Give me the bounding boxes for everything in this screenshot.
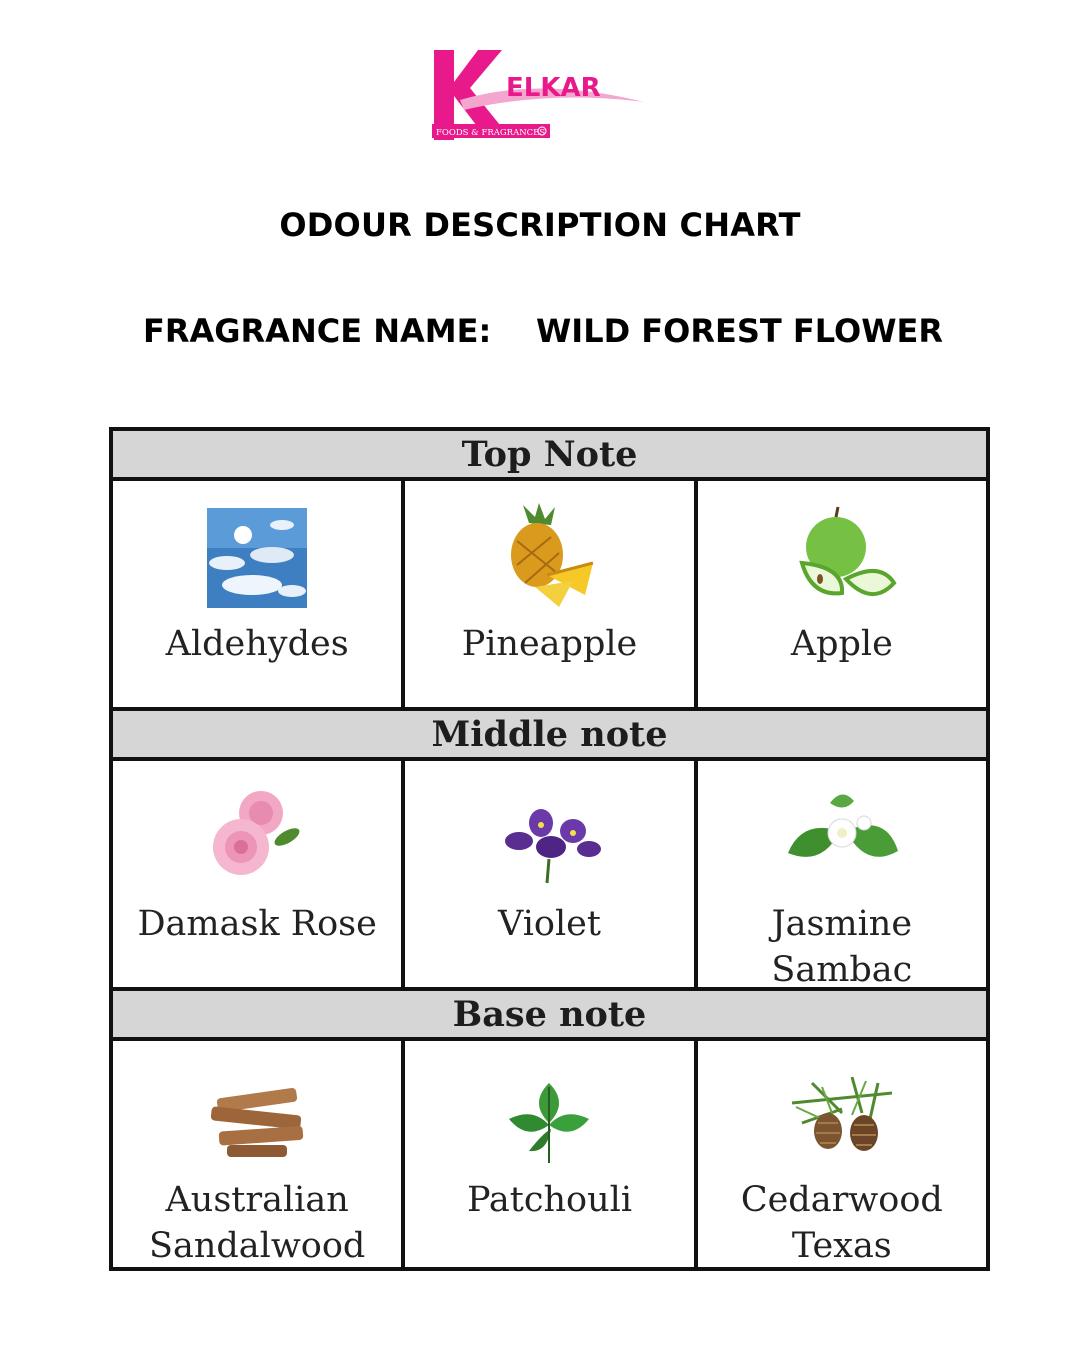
sandalwood-sticks-icon [197,1063,317,1173]
note-cell-jasmine-sambac [698,761,986,990]
pineapple-icon [489,503,609,613]
logo-tagline: FOODS & FRAGRANCES [436,128,546,138]
note-cell-australian-sandalwood [113,1041,405,1267]
top-note-row [113,481,986,711]
note-label: Pineapple [461,624,638,664]
cedar-cone-icon [782,1063,902,1173]
odour-chart-table [109,427,990,1271]
note-label: Aldehydes [165,624,349,664]
note-label: Apple [790,624,893,664]
violet-flower-icon [489,783,609,893]
note-cell-damask-rose [113,761,405,987]
note-label-line-2: Sandalwood [148,1226,366,1266]
note-label: Damask Rose [137,904,377,944]
note-label: Patchouli [466,1180,633,1220]
note-cell-pineapple [405,481,697,707]
note-label: Cedarwood [740,1180,943,1220]
note-label-line-2: Texas [791,1226,892,1266]
note-cell-apple [698,481,986,707]
pink-rose-icon [197,783,317,893]
note-label: Jasmine Sambac [771,904,913,990]
top-note-header: Top Note [113,431,986,481]
note-cell-patchouli [405,1041,697,1267]
sky-clouds-icon [197,503,317,613]
green-apple-icon [782,503,902,613]
note-cell-aldehydes [113,481,405,707]
logo-word: ELKAR [506,73,601,103]
chart-title: ODOUR DESCRIPTION CHART [279,206,801,244]
middle-note-header: Middle note [113,711,986,761]
note-label: Australian [165,1180,349,1220]
note-label: Violet [498,904,601,944]
fragrance-name-label: FRAGRANCE NAME: [143,312,492,350]
jasmine-flower-icon [782,783,902,893]
note-cell-violet [405,761,697,987]
base-note-row [113,1041,986,1271]
base-note-header: Base note [113,991,986,1041]
patchouli-leaves-icon [489,1063,609,1173]
fragrance-name-value: WILD FOREST FLOWER [536,312,943,350]
middle-note-row [113,761,986,991]
note-cell-cedarwood-texas [698,1041,986,1267]
kelkar-logo [430,44,650,144]
